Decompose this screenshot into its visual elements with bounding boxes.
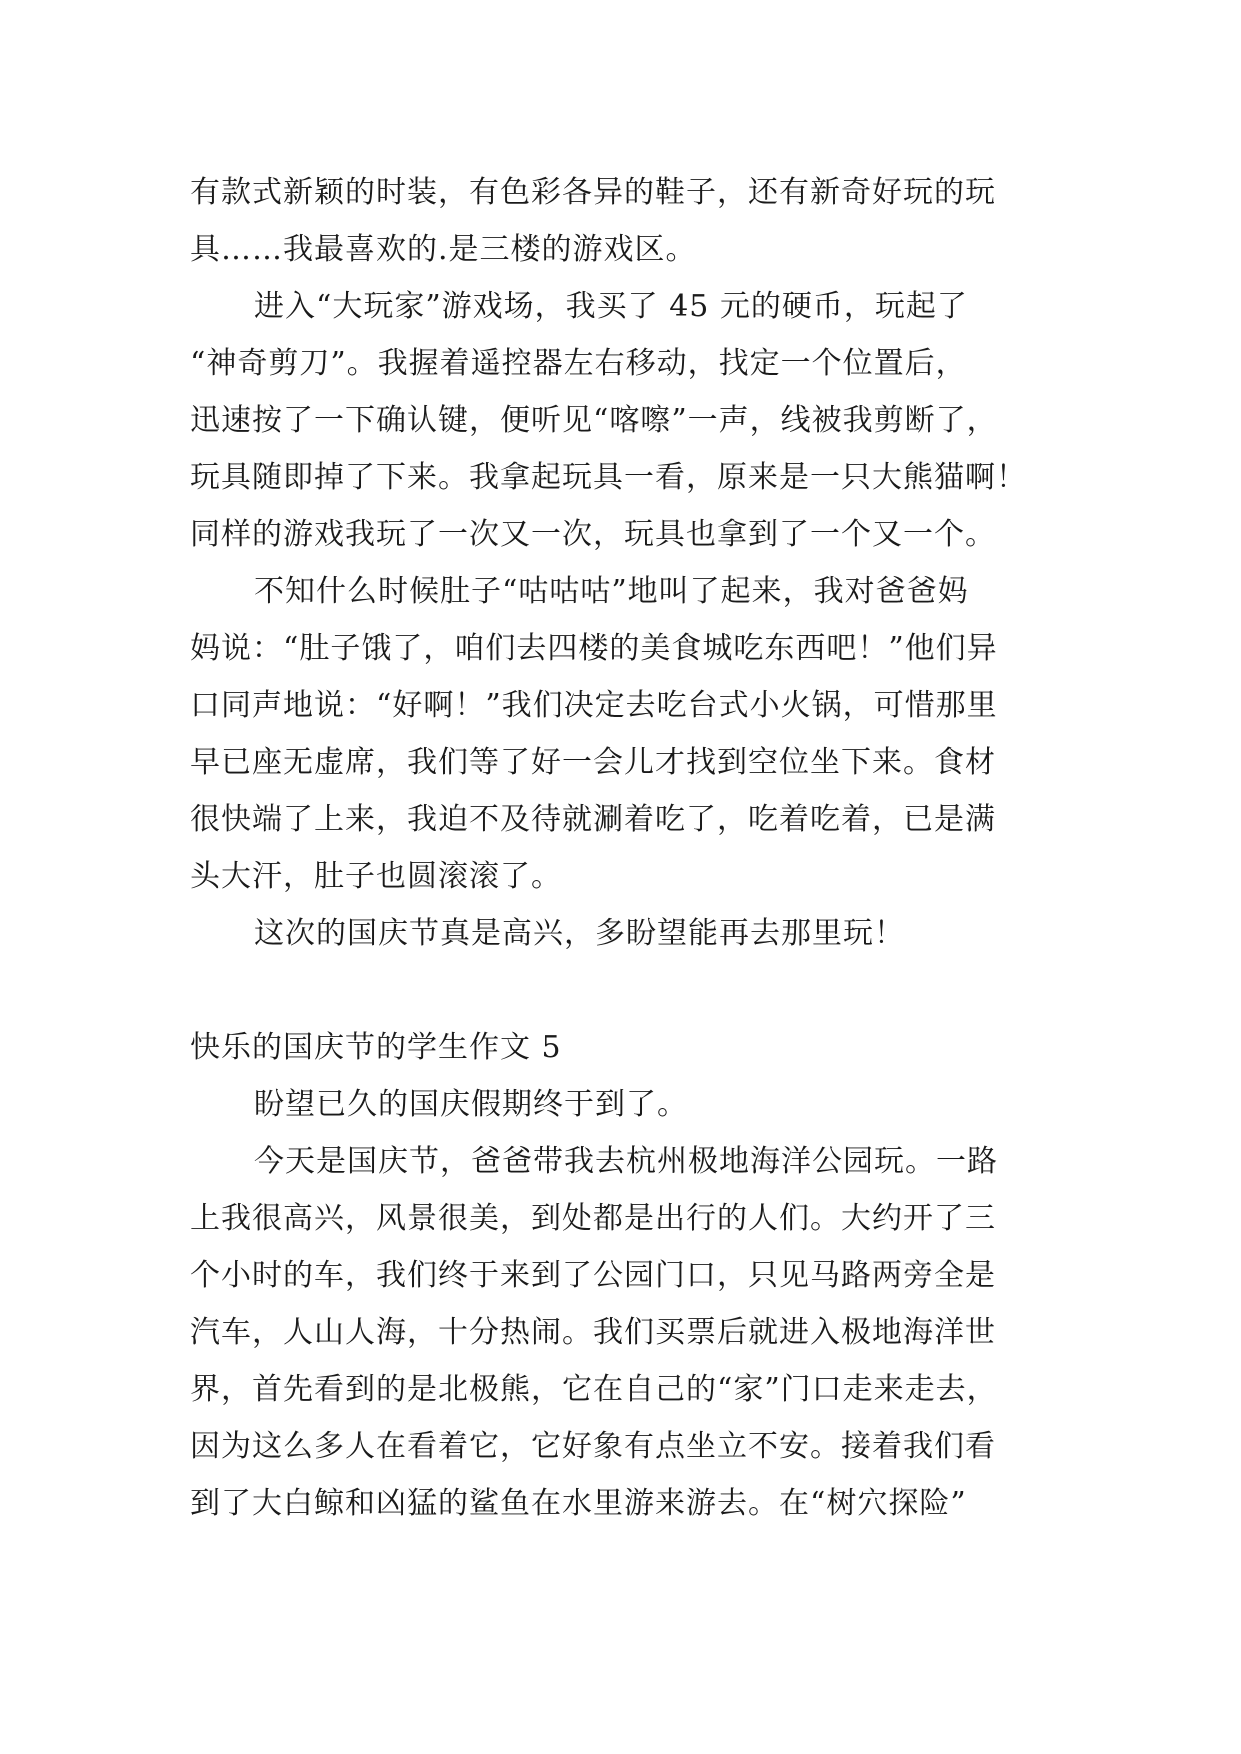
- text-line: 同样的游戏我玩了一次又一次，玩具也拿到了一个又一个。: [190, 517, 996, 552]
- text-line: 妈说：“肚子饿了，咱们去四楼的美食城吃东西吧！”他们异: [190, 631, 998, 666]
- text-line: 上我很高兴，风景很美，到处都是出行的人们。大约开了三: [190, 1201, 996, 1236]
- text-line: 迅速按了一下确认键，便听见“喀嚓”一声，线被我剪断了，: [190, 403, 998, 438]
- text-line: 具……我最喜欢的.是三楼的游戏区。: [190, 232, 697, 267]
- text-line: 玩具随即掉了下来。我拿起玩具一看，原来是一只大熊猫啊！: [190, 460, 1027, 495]
- text-line: 早已座无虚席，我们等了好一会儿才找到空位坐下来。食材: [190, 745, 996, 780]
- paragraph-start-line: 这次的国庆节真是高兴，多盼望能再去那里玩！: [254, 916, 905, 951]
- text-line: 头大汗，肚子也圆滚滚了。: [190, 859, 562, 894]
- text-line: 个小时的车，我们终于来到了公园门口，只见马路两旁全是: [190, 1258, 996, 1293]
- text-line: 到了大白鲸和凶猛的鲨鱼在水里游来游去。在“树穴探险”: [190, 1486, 967, 1521]
- paragraph-start-line: 今天是国庆节，爸爸带我去杭州极地海洋公园玩。一路: [254, 1144, 998, 1179]
- text-line: 汽车，人山人海，十分热闹。我们买票后就进入极地海洋世: [190, 1315, 996, 1350]
- text-line: 因为这么多人在看着它，它好象有点坐立不安。接着我们看: [190, 1429, 996, 1464]
- text-line: 有款式新颖的时装，有色彩各异的鞋子，还有新奇好玩的玩: [190, 175, 996, 210]
- paragraph-start-line: 盼望已久的国庆假期终于到了。: [254, 1087, 688, 1122]
- text-line: 界，首先看到的是北极熊，它在自己的“家”门口走来走去，: [190, 1372, 998, 1407]
- section-title: 快乐的国庆节的学生作文 5: [190, 1030, 562, 1065]
- text-line: 很快端了上来，我迫不及待就涮着吃了，吃着吃着，已是满: [190, 802, 996, 837]
- essay-text: [190, 164, 1070, 1532]
- text-line: “神奇剪刀”。我握着遥控器左右移动，找定一个位置后，: [190, 346, 967, 381]
- text-line: 口同声地说：“好啊！”我们决定去吃台式小火锅，可惜那里: [190, 688, 998, 723]
- section-gap: [190, 962, 1070, 1019]
- paragraph-start-line: 不知什么时候肚子“咕咕咕”地叫了起来，我对爸爸妈: [254, 574, 969, 609]
- paragraph-start-line: 进入“大玩家”游戏场，我买了 45 元的硬币，玩起了: [254, 289, 968, 324]
